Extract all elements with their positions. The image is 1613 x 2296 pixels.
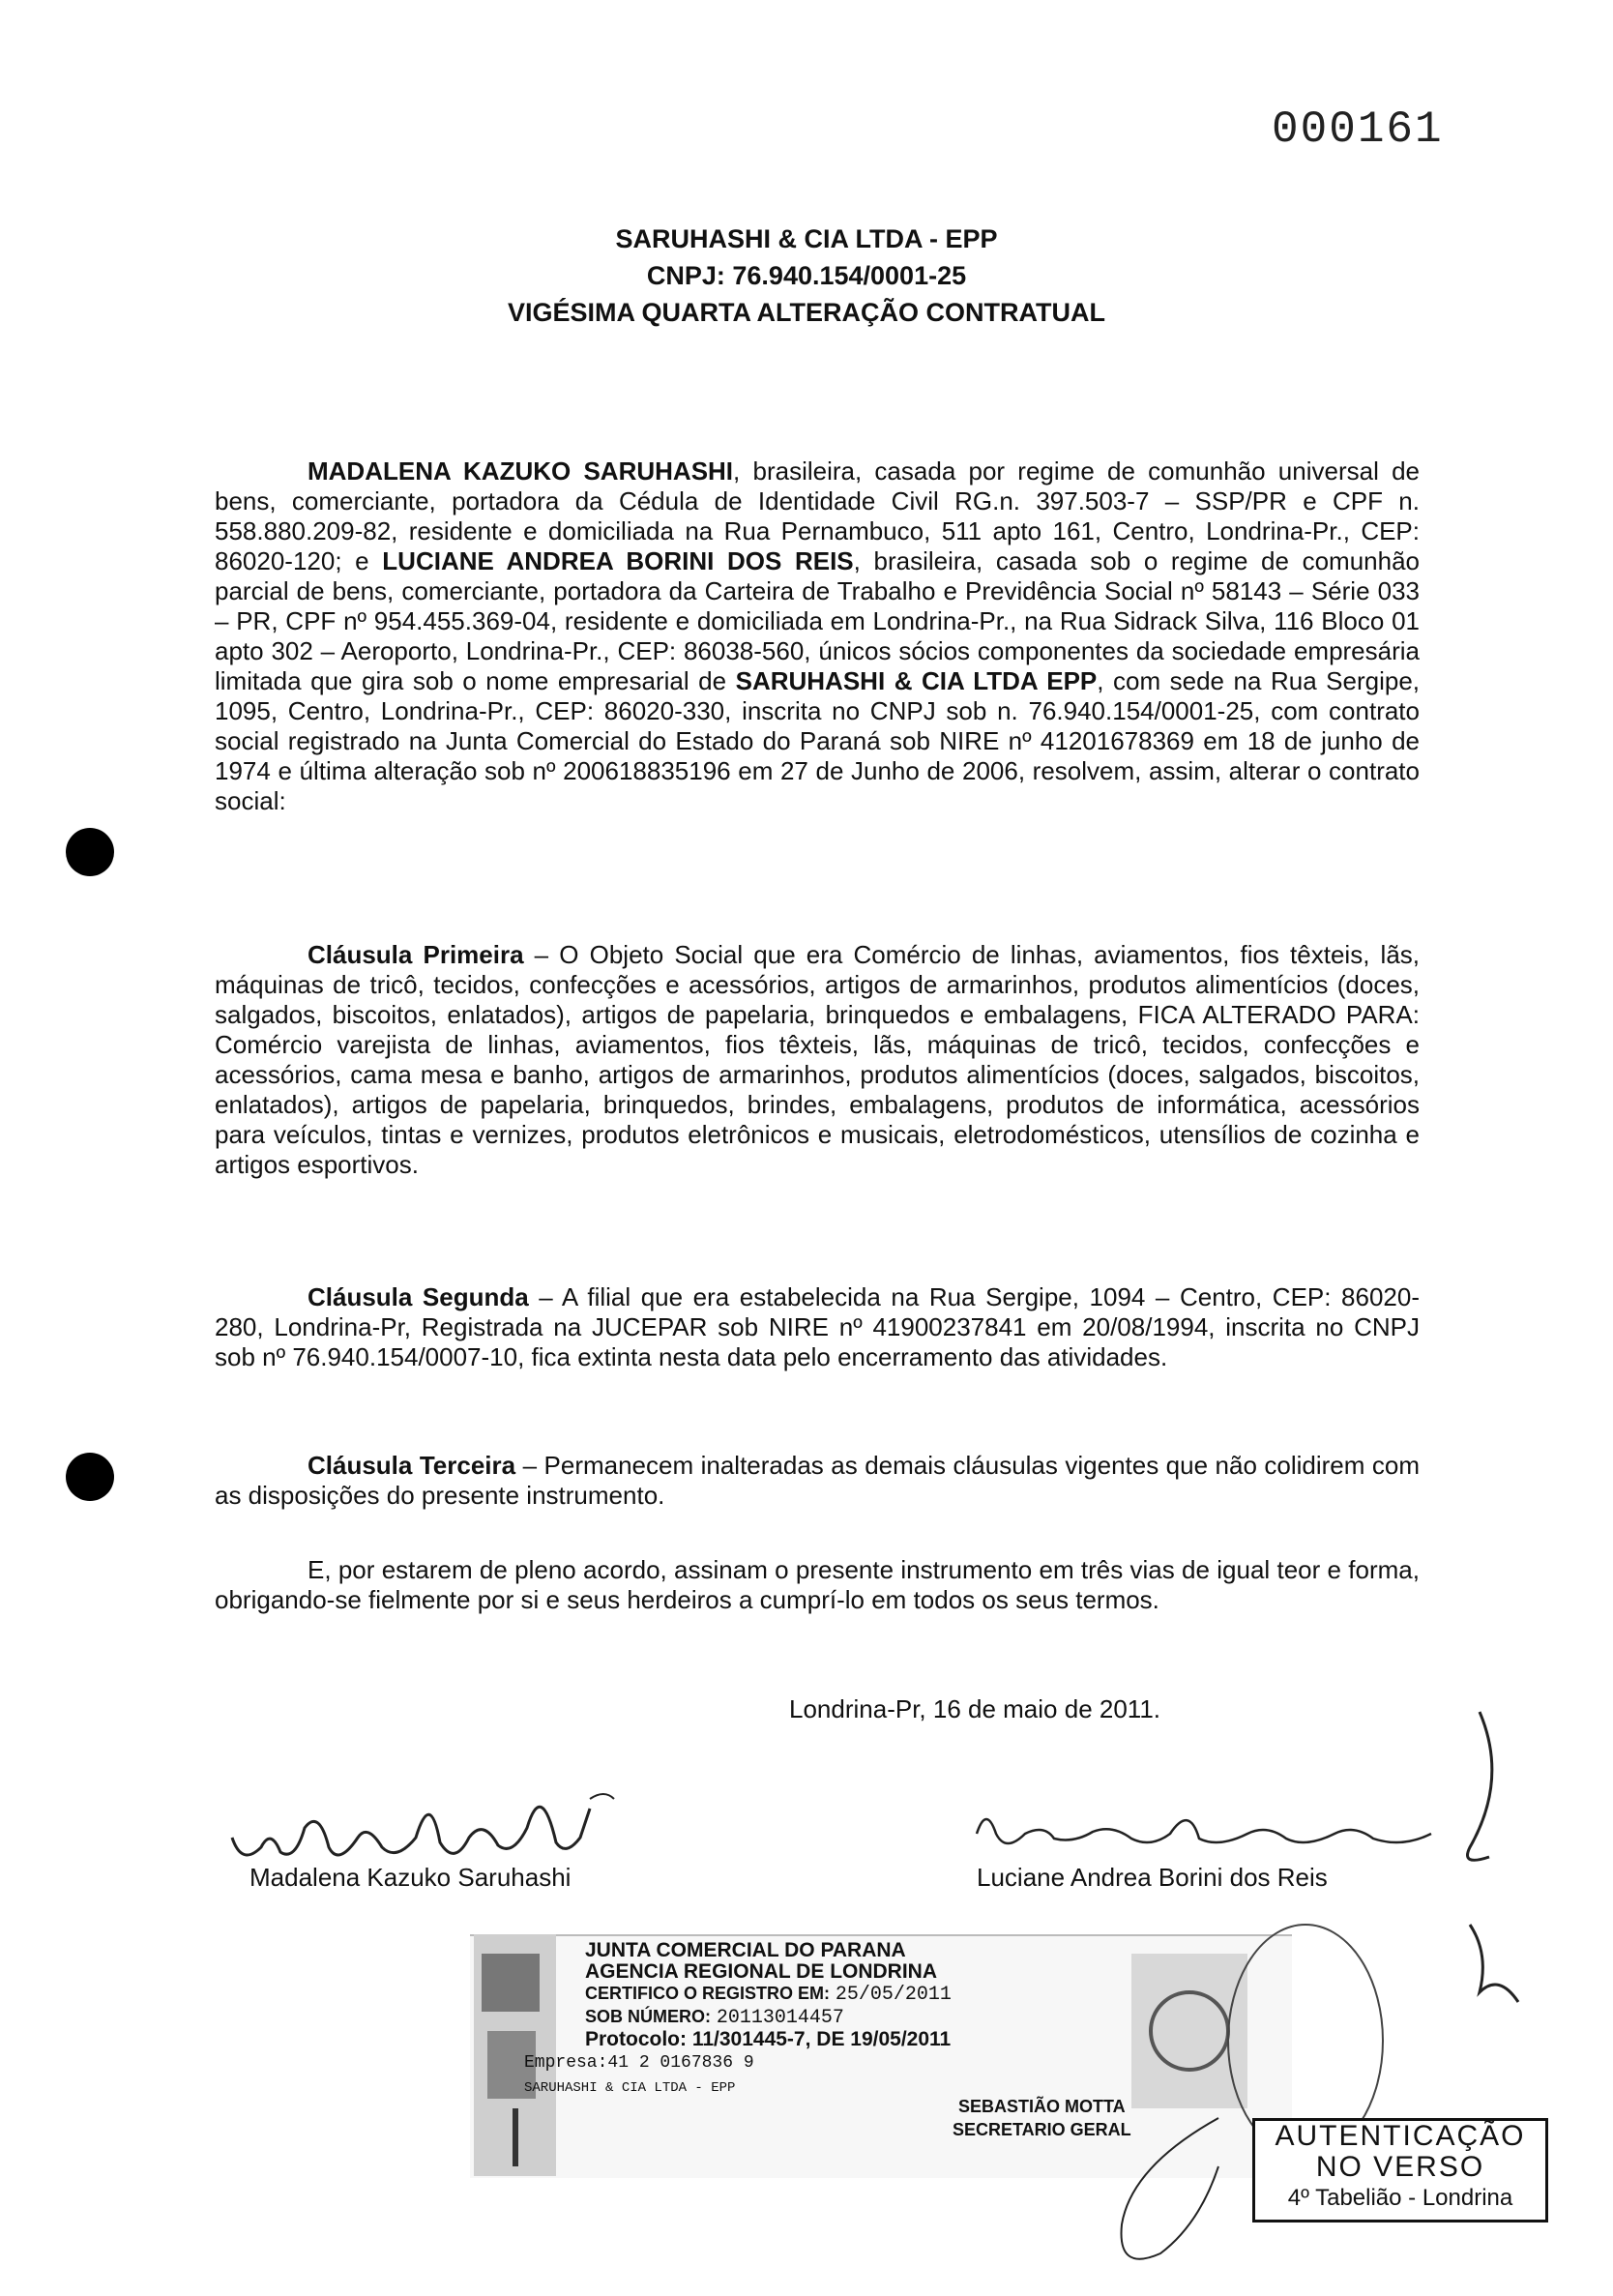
company-name: SARUHASHI & CIA LTDA - EPP	[615, 224, 998, 253]
document-header	[0, 221, 1613, 331]
signer-name-2: Luciane Andrea Borini dos Reis	[977, 1863, 1328, 1892]
page-number: 000161	[1272, 104, 1444, 155]
signer-name-1: Madalena Kazuko Saruhashi	[249, 1863, 572, 1892]
stamp-cert-date: 25/05/2011	[835, 1984, 952, 2006]
clause-text: – O Objeto Social que era Comércio de linhas, aviamentos, fios têxteis, lãs, máquinas de tricô, tecidos, confecções e acessórios, artigos de armarinhos, produtos alimentícios (doces, salgados, biscoitos, enlatados), artigos de papelaria, brinquedos e embalagens, FICA ALTERADO PARA: Comércio varejista de linhas, aviamentos, fios têxteis, lãs, máquinas de tricô, tecidos, confecções e acessórios, cama mesa e banho, artigos de armarinhos, produtos alimentícios (doces, salgados, biscoitos, enlatados), artigos de papelaria, brinquedos, brindes, embalagens, produtos de informática, acessórios para veículos, tintas e vernizes, produtos eletrônicos e musicais, eletrodomésticos, utensílios de cozinha e artigos esportivos.	[215, 940, 1421, 1179]
document-title: VIGÉSIMA QUARTA ALTERAÇÃO CONTRATUAL	[508, 298, 1105, 327]
clause-title: Cláusula Primeira	[308, 940, 524, 969]
company-reference: SARUHASHI & CIA LTDA EPP	[735, 666, 1098, 695]
stamp-protocol: Protocolo: 11/301445-7, DE 19/05/2011	[585, 2028, 952, 2050]
clause-third	[215, 1451, 1420, 1511]
intro-text-3: , com sede na Rua Sergipe, 1095, Centro, Londrina-Pr., CEP: 86020-330, inscrita no CNPJ sob n. 76.940.154/0001-25, com contrato social registrado na Junta Comercial do Estado do Paraná sob NIRE nº 41201678369 em 18 de junho de 1974 e última alteração sob nº 200618835196 em 27 de Junho de 2006, resolvem, assim, alterar o contrato social:	[215, 666, 1421, 815]
stamp-company-block	[524, 2050, 754, 2101]
auth-line-2: NO VERSO	[1315, 2151, 1485, 2183]
clause-text: – A filial que era estabelecida na Rua Sergipe, 1094 – Centro, CEP: 86020-280, Londrina-Pr, Registrada na JUCEPAR sob NIRE nº 41900237841 em 20/08/1994, inscrita no CNPJ sob nº 76.940.154/0007-10, fica extinta nesta data pelo encerramento das atividades.	[215, 1282, 1420, 1371]
date-line: Londrina-Pr, 16 de maio de 2011.	[789, 1694, 1161, 1723]
stamp-line-1: JUNTA COMERCIAL DO PARANA	[585, 1939, 906, 1961]
signature-scribble-2	[967, 1795, 1470, 1863]
auth-line-1: AUTENTICAÇÃO	[1275, 2120, 1526, 2152]
punch-hole-mark	[66, 828, 114, 876]
closing-text: E, por estarem de pleno acordo, assinam o presente instrumento em três vias de igual teor e forma, obrigando-se fielmente por si e seus herdeiros a cumprí-lo em todos os seus termos.	[215, 1555, 1420, 1614]
punch-hole-mark	[66, 1453, 114, 1501]
stamp-empresa: Empresa:41 2 0167836 9	[524, 2053, 754, 2073]
intro-text-1: , brasileira, casada por regime de comunhão universal de bens, comerciante, portadora da Cédula de Identidade Civil RG.n. 397.503-7 – SSP/PR e CPF n. 558.880.209-82, residente e domiciliada na Rua Pernambuco, 511 apto 161, Centro, Londrina-Pr., CEP: 86020-120; e	[215, 456, 1421, 575]
stamp-official-name: SEBASTIÃO MOTTA	[958, 2097, 1126, 2116]
intro-paragraph	[215, 456, 1420, 816]
clause-title: Cláusula Terceira	[308, 1451, 516, 1480]
partner-name-2: LUCIANE ANDREA BORINI DOS REIS	[382, 546, 854, 575]
rubric-loop	[1102, 2108, 1238, 2282]
auth-line-3: 4º Tabelião - Londrina	[1287, 2185, 1513, 2211]
stamp-company: SARUHASHI & CIA LTDA - EPP	[524, 2080, 736, 2096]
clause-second	[215, 1282, 1420, 1372]
stamp-number: 20113014457	[716, 2007, 844, 2029]
stamp-text-block	[585, 1940, 952, 2050]
stamp-number-label: SOB NÚMERO:	[585, 2007, 711, 2026]
stamp-official-title: SECRETARIO GERAL	[953, 2120, 1131, 2139]
margin-rubric	[1451, 1702, 1528, 2012]
company-cnpj: CNPJ: 76.940.154/0001-25	[646, 261, 967, 290]
partner-name-1: MADALENA KAZUKO SARUHASHI	[308, 456, 734, 486]
signature-scribble-1	[222, 1770, 629, 1876]
stamp-line-2: AGENCIA REGIONAL DE LONDRINA	[585, 1960, 938, 1983]
clause-text: – Permanecem inalteradas as demais cláusulas vigentes que não colidirem com as disposições do presente instrumento.	[215, 1451, 1421, 1510]
authentication-stamp	[1252, 2118, 1548, 2222]
closing-paragraph	[215, 1555, 1420, 1615]
stamp-cert-label: CERTIFICO O REGISTRO EM:	[585, 1984, 831, 2003]
clause-title: Cláusula Segunda	[308, 1282, 529, 1311]
clause-first	[215, 940, 1420, 1180]
intro-text-2: , brasileira, casada sob o regime de comunhão parcial de bens, comerciante, portadora da Carteira de Trabalho e Previdência Social nº 58143 – Série 033 – PR, CPF nº 954.455.369-04, residente e domiciliada em Londrina-Pr., na Rua Sidrack Silva, 116 Bloco 01 apto 302 – Aeroporto, Londrina-Pr., CEP: 86038-560, únicos sócios componentes da sociedade empresária limitada que gira sob o nome empresarial de	[215, 546, 1420, 695]
